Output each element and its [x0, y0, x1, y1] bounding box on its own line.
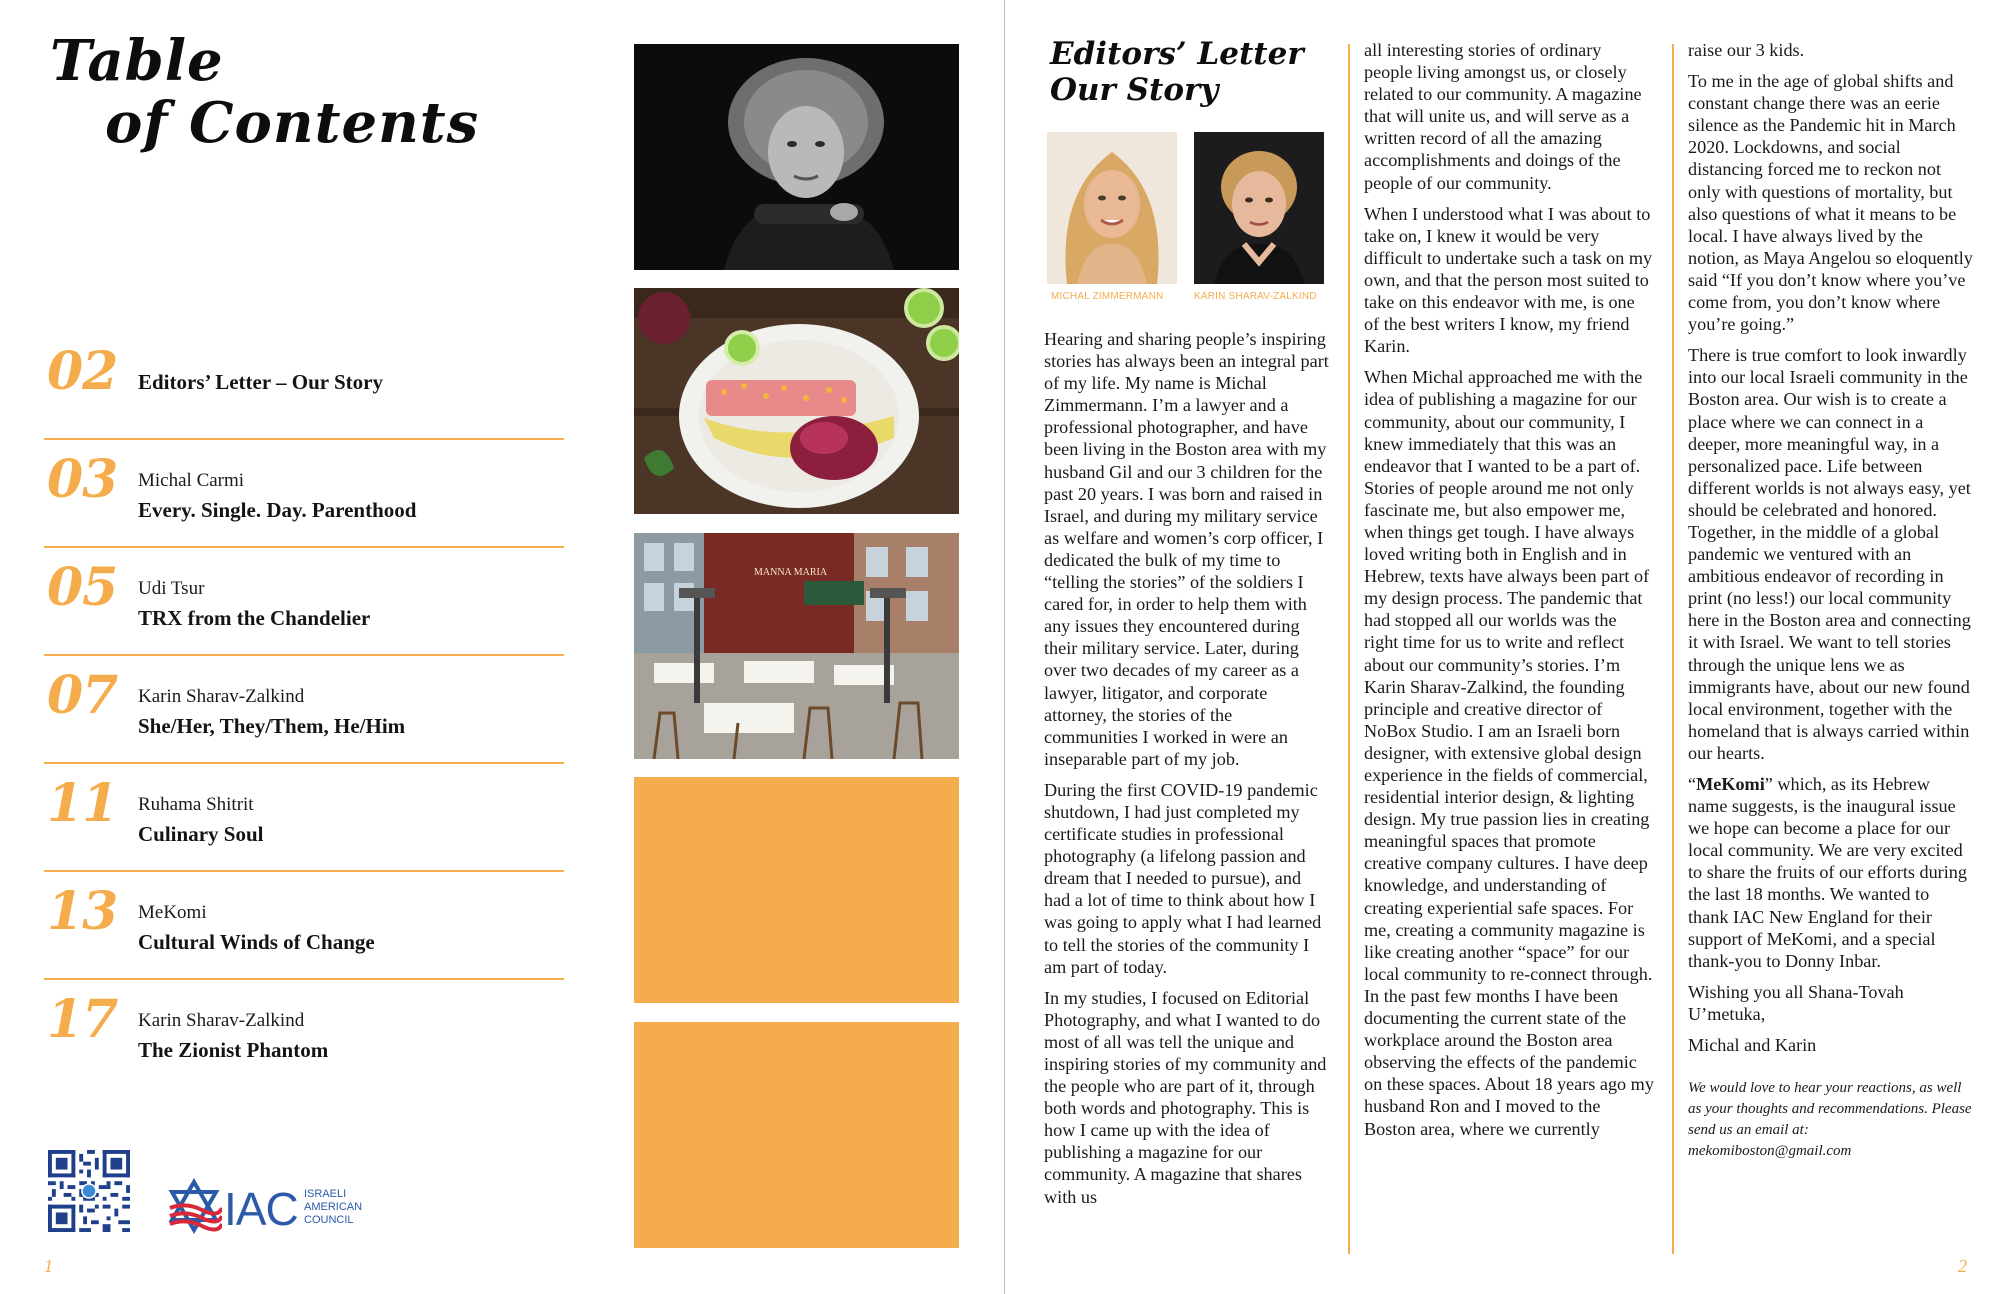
toc-item[interactable] — [44, 764, 564, 872]
paragraph: To me in the age of global shifts and constant change there was an eerie silence as the Pandemic hit in March 2020. Lockdowns, and social distancing forced me to reckon not only with questions of mortality, but also questions of what it means to be local. I have always lived by the notion, as Maya Angelou so eloquently said “If you don’t know where you’ve come from, you don’t know where you’re going.” — [1688, 71, 1973, 335]
toc-author: Karin Sharav-Zalkind — [138, 686, 305, 707]
toc-item[interactable] — [44, 656, 564, 764]
toc-article-title: TRX from the Chandelier — [138, 606, 371, 630]
signature: Michal and Karin — [1688, 1035, 1817, 1056]
paragraph — [1688, 773, 1973, 972]
qr-code-icon — [48, 1150, 130, 1232]
toc-title-line1: Table — [50, 28, 224, 94]
toc-item[interactable] — [44, 980, 564, 1088]
paragraph: all interesting stories of ordinary people living amongst us, or closely related to our community. A magazine that will unite us, and will serve as a written record of all the amazing accomplishments and doings of the people of our community. — [1364, 40, 1642, 193]
toc-article-title: Every. Single. Day. Parenthood — [138, 498, 417, 522]
michal-portrait-image — [1047, 132, 1177, 284]
iac-logo[interactable] — [166, 1178, 376, 1238]
paragraph: Wishing you all Shana-Tovah U’metuka, — [1688, 981, 1904, 1024]
page-spine-divider — [1004, 0, 1005, 1294]
page-number-right: 2 — [1958, 1256, 1967, 1276]
mekomi-bold: MeKomi — [1696, 774, 1765, 794]
qr-code[interactable] — [48, 1150, 130, 1232]
paragraph: raise our 3 kids. — [1688, 40, 1805, 60]
letter-title-line2: Our Story — [1050, 72, 1219, 108]
toc-author: Michal Carmi — [138, 470, 245, 491]
toc-title-line2: of Contents — [105, 90, 480, 156]
toc-article-title: She/Her, They/Them, He/Him — [138, 714, 406, 738]
paragraph: When Michal approached me with the idea of publishing a magazine for our community, about our community, I knew immediately that this was an endeavor that I wanted to be a part of. Stories of people around me not only fascinate me, but also empower me, when things get tough. I have always loved writing both in English and in Hebrew, texts have always been part of my design process. The pandemic that had stopped all our worlds was the right time for us to write and reflect about our community’s stories. I’m Karin Sharav-Zalkind, the founding principle and creative director of NoBox Studio. I am an Israeli born designer, with extensive global design experience in the fields of commercial, residential interior design, & lighting design. My true passion lies in creating meaningful spaces that promote creative company cultures. I have deep knowledge, and understanding of creating experiential safe spaces. For me, creating a community magazine is like creating another “space” for our local community to re-connect through. In the past few months I have been documenting the current state of the workplace around the Boston area observing the effects of the pandemic on these spaces. About 18 years ago my husband Ron and I moved to the Boston area, where we currently — [1364, 367, 1654, 1139]
iac-subtitle — [304, 1188, 384, 1227]
photo-caption: MICHAL ZIMMERMANN — [1051, 291, 1164, 302]
toc-author: Udi Tsur — [138, 578, 205, 599]
toc-author: MeKomi — [138, 902, 207, 923]
toc-list — [44, 332, 564, 1088]
paragraph: There is true comfort to look inwardly into our local Israeli community in the Boston area. Our wish is to create a place where we can connect in a deeper, more meaningful way, in a personalized pace. Life between different worlds is not always easy, yet should be celebrated and honored. Together, in the middle of a global pandemic we ventured with an ambitious endeavor of recording in print (no less!) our local community here in the Boston area and connecting it with Israel. We want to tell stories through the unique lens we as immigrants have, about our new found local environment, together with the homeland that is always carried within our hearts. — [1688, 345, 1971, 763]
toc-page-number: 07 — [47, 665, 118, 726]
toc-title — [50, 30, 479, 154]
editor-portrait — [1047, 132, 1177, 284]
toc-page-number: 17 — [47, 989, 118, 1050]
iac-sub-line: ISRAELI — [304, 1188, 347, 1200]
toc-item[interactable] — [44, 872, 564, 980]
letter-column-2 — [1364, 39, 1654, 1149]
restaurant-photo — [634, 533, 959, 759]
outdoor-cafe-image — [634, 533, 959, 759]
plated-dish-image — [634, 288, 959, 514]
karin-portrait-image — [1194, 132, 1324, 284]
portrait-photo — [634, 44, 959, 270]
paragraph: When I understood what I was about to take on, I knew it would be very difficult to undertake such a task on my own, and that the person most suited to take on this endeavor with me, is one of the best writers I know, my friend Karin. — [1364, 203, 1653, 357]
editor-portrait — [1194, 132, 1324, 284]
toc-article-title: Editors’ Letter – Our Story — [138, 370, 383, 394]
toc-page-number: 05 — [47, 557, 118, 618]
toc-item[interactable] — [44, 440, 564, 548]
letter-column-3 — [1688, 39, 1973, 1171]
toc-page-number: 13 — [47, 881, 118, 942]
toc-page-number: 03 — [47, 449, 118, 510]
column-rule — [1348, 44, 1350, 1254]
toc-item[interactable] — [44, 332, 564, 440]
paragraph-text: ” which, as its Hebrew name suggests, is the inaugural issue we hope can become a place for our local community. We are very excited to share the fruits of our efforts during the last 18 months. We wanted to thank IAC New England for their support of MeKomi, and a special thank-you to Donny Inbar. — [1688, 774, 1967, 971]
paragraph: Hearing and sharing people’s inspiring stories has always been an integral part of my life. My name is Michal Zimmermann. I’m a lawyer and a professional photographer, and have been living in the Boston area with my husband Gil and our 3 children for the past 20 years. I was born and raised in Israel, and during my military service as welfare and women’s corp officer, I dedicated the bulk of my time to “telling the stories” of the soldiers I cared for, in order to help them with any issues they encountered during their military service. Later, during over two decades of my career as a lawyer, litigator, and corporate attorney, the stories of the communities I worked in were an inseparable part of my job. — [1044, 329, 1329, 769]
toc-author: Karin Sharav-Zalkind — [138, 1010, 305, 1031]
iac-sub-line: AMERICAN — [304, 1201, 363, 1213]
orange-color-block — [634, 777, 959, 1003]
food-photo — [634, 288, 959, 514]
cafe-sign-text: MANNA MARIA — [754, 567, 828, 578]
star-of-david-flag-icon — [166, 1178, 222, 1234]
toc-article-title: Cultural Winds of Change — [138, 930, 375, 954]
toc-item[interactable] — [44, 548, 564, 656]
toc-page-number: 02 — [47, 341, 118, 402]
letter-column-1 — [1044, 328, 1329, 1217]
paragraph: During the first COVID-19 pandemic shutdown, I had just completed my certificate studies in professional photography (a lifelong passion and dream that I needed to pursue), and had a lot of time to think about how I was going to apply what I had learned to tell the stories of the community I am part of today. — [1044, 779, 1322, 977]
photo-caption: KARIN SHARAV-ZALKIND — [1194, 291, 1317, 302]
iac-wordmark: IAC — [224, 1183, 298, 1235]
orange-color-block — [634, 1022, 959, 1248]
contact-note: We would love to hear your reactions, as well as your thoughts and recommendations. Please send us an email at: mekomiboston@gmail.com — [1688, 1080, 1972, 1160]
page-number-left: 1 — [44, 1256, 53, 1276]
woman-portrait-image — [634, 44, 959, 270]
iac-sub-line: COUNCIL — [304, 1214, 354, 1226]
quote-mark: “ — [1688, 774, 1697, 794]
paragraph: In my studies, I focused on Editorial Photography, and what I wanted to do most of all was tell the unique and inspiring stories of my community and the people who are part of it, through both words and photography. This is how I came up with the idea of publishing a magazine for our community. A magazine that shares with us — [1044, 987, 1327, 1207]
toc-author: Ruhama Shitrit — [138, 794, 254, 815]
column-rule — [1672, 44, 1674, 1254]
toc-page-number: 11 — [47, 773, 118, 834]
toc-article-title: The Zionist Phantom — [138, 1038, 329, 1062]
letter-title — [1050, 36, 1304, 108]
letter-title-line1: Editors’ Letter — [1050, 36, 1304, 72]
toc-article-title: Culinary Soul — [138, 822, 264, 846]
